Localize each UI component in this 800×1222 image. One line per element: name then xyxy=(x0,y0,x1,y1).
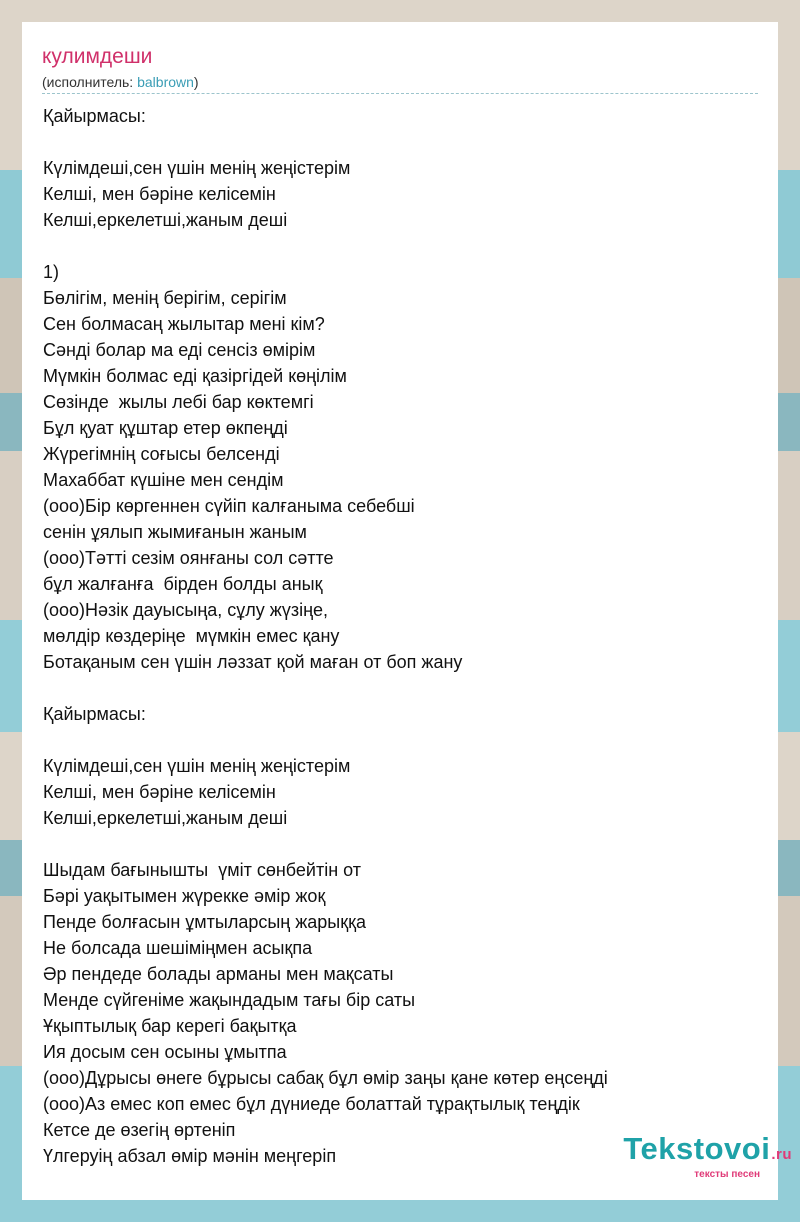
lyric-line: (ооо)Тәтті сезім оянғаны сол сәтте xyxy=(43,548,334,568)
song-title: кулимдеши xyxy=(42,45,153,68)
lyric-line: Мүмкін болмас еді қазіргідей көңілім xyxy=(43,366,347,386)
lyric-line xyxy=(43,831,773,857)
lyric-line: Келші,еркелетші,жаным деші xyxy=(43,808,288,828)
lyric-line xyxy=(43,233,773,259)
lyric-line: Бөлігім, менің берігім, серігім xyxy=(43,288,287,308)
lyric-line: бұл жалғанға бірден болды анық xyxy=(43,574,323,594)
lyric-line: Жүрегімнің соғысы белсенді xyxy=(43,444,280,464)
lyric-line: Махаббат күшіне мен сендім xyxy=(43,470,284,490)
logo-name: Tekstovoi xyxy=(623,1131,771,1166)
title-divider xyxy=(42,93,758,94)
lyric-line: Қайырмасы: xyxy=(43,106,146,126)
lyric-line: Ботақаным сен үшін ләззат қой маған от боп жану xyxy=(43,652,463,672)
lyric-line: (ооо)Дұрысы өнеге бұрысы сабақ бұл өмір заңы қане көтер еңсеңді xyxy=(43,1068,608,1088)
lyrics-card xyxy=(22,22,778,1200)
lyric-line: Келші,еркелетші,жаным деші xyxy=(43,210,288,230)
lyric-line: Ия досым сен осыны ұмытпа xyxy=(43,1042,287,1062)
lyric-line: Кетсе де өзегің өртеніп xyxy=(43,1120,236,1140)
lyric-line: Шыдам бағынышты үміт сөнбейтін от xyxy=(43,860,362,880)
lyric-line: Сәнді болар ма еді сенсіз өмірім xyxy=(43,340,316,360)
lyric-line: Үлгеруің абзал өмір мәнін меңгеріп xyxy=(43,1146,337,1166)
lyric-line: 1) xyxy=(43,262,60,282)
logo-tagline: тексты песен xyxy=(694,1169,760,1180)
lyric-line: Күлімдеші,сен үшін менің жеңістерім xyxy=(43,158,351,178)
lyric-line: Сен болмасаң жылытар мені кім? xyxy=(43,314,325,334)
lyric-line: мөлдір көздеріңе мүмкін емес қану xyxy=(43,626,340,646)
lyric-line: Келші, мен бәріне келісемін xyxy=(43,184,276,204)
lyric-line xyxy=(43,129,773,155)
lyric-line: Ұқыптылық бар керегі бақытқа xyxy=(43,1016,297,1036)
site-logo[interactable] xyxy=(623,1133,792,1180)
artist-link[interactable]: balbrown xyxy=(137,74,194,90)
lyric-line xyxy=(43,727,773,753)
lyric-line: Сөзінде жылы лебі бар көктемгі xyxy=(43,392,314,412)
lyric-line: Пенде болғасын ұмтыларсың жарыққа xyxy=(43,912,367,932)
artist-prefix: (исполнитель: xyxy=(42,74,138,90)
lyric-line: (ооо)Нәзік дауысыңа, сұлу жүзіңе, xyxy=(43,600,329,620)
lyric-line: (ооо)Аз емес коп емес бұл дүниеде болаттай тұрақтылық теңдік xyxy=(43,1094,580,1114)
lyric-line: сенін ұялып жымиғанын жаным xyxy=(43,522,307,542)
lyric-line: Менде сүйгеніме жақындадым тағы бір саты xyxy=(43,990,416,1010)
lyric-line: (ооо)Бір көргеннен сүйіп калғаныма себебші xyxy=(43,496,415,516)
lyric-line: Күлімдеші,сен үшін менің жеңістерім xyxy=(43,756,351,776)
artist-suffix: ) xyxy=(193,74,199,90)
artist-line xyxy=(42,73,199,91)
lyric-line: Келші, мен бәріне келісемін xyxy=(43,782,276,802)
lyric-line: Қайырмасы: xyxy=(43,704,146,724)
lyric-line xyxy=(43,675,773,701)
logo-domain: .ru xyxy=(771,1146,792,1163)
lyric-line: Бұл қуат құштар етер өкпеңді xyxy=(43,418,288,438)
lyric-line: Әр пендеде болады арманы мен мақсаты xyxy=(43,964,394,984)
lyrics-body xyxy=(43,103,773,1169)
lyric-line: Не болсада шешіміңмен асықпа xyxy=(43,938,313,958)
lyric-line: Бәрі уақытымен жүрекке әмір жоқ xyxy=(43,886,326,906)
